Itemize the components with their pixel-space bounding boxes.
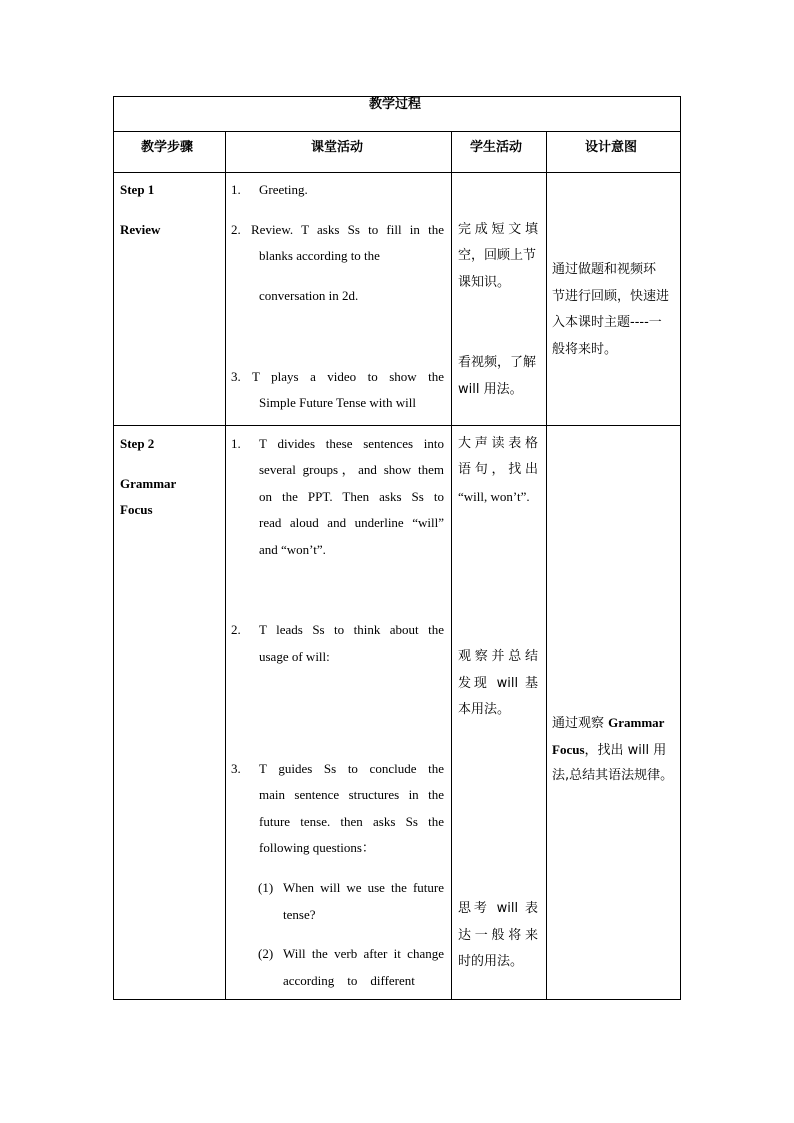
table-title: 教学过程 [369,97,422,112]
activity-text: T leads Ss to think about the [259,622,444,637]
question-text: tense? [283,907,316,922]
question-text: according to different [283,973,415,988]
design-intent-text: Focus，找出 will 用 [552,742,667,758]
activity-number: 1. [231,182,241,197]
header-class-activities: 课堂活动 [311,140,364,155]
step2-sublabel: Focus [120,502,153,517]
design-intent-text: 入本课时主题----一 [552,315,662,330]
row-divider [114,131,680,132]
activity-text: read aloud and underline “will” [259,515,444,530]
design-intent-text: 通过做题和视频环 [552,262,657,277]
activity-text: T plays a video to show the [252,369,444,384]
column-divider [225,131,226,1000]
activity-text: Greeting. [259,182,308,197]
activity-text: T guides Ss to conclude the [259,761,444,776]
activity-text: future tense. then asks Ss the [259,814,444,829]
activity-number: 3. [231,369,241,384]
student-activity-text: “will, won’t”. [458,489,530,504]
row-divider [114,425,680,426]
student-activity-text: 思考 will 表 [458,901,538,916]
activity-text: main sentence structures in the [259,787,444,802]
design-intent-text: 般将来时。 [552,342,618,357]
question-text: When will we use the future [283,880,444,895]
header-student-activities: 学生活动 [470,140,523,155]
activity-text: usage of will: [259,649,330,664]
design-intent-text: 节进行回顾，快速进 [552,289,670,304]
activity-text: following questions： [259,840,375,855]
activity-text: on the PPT. Then asks Ss to [259,489,444,504]
student-activity-text: 看视频，了解 [458,355,537,370]
student-activity-text: 完成短文填 [458,222,538,237]
header-design-intent: 设计意图 [585,140,638,155]
activity-text: Simple Future Tense with will [259,395,417,410]
question-number: (1) [258,880,274,895]
activity-text: conversation in 2d. [259,288,359,303]
student-activity-text: 本用法。 [458,702,511,717]
activity-number: 2. [231,222,241,237]
student-activity-text: 语句，找出 [458,462,538,477]
activity-text: blanks according to the [259,248,380,263]
activity-text: and “won’t”. [259,542,326,557]
step1-sublabel: Review [120,222,161,237]
activity-number: 3. [231,761,241,776]
student-activity-text: 时的用法。 [458,954,524,969]
activity-number: 2. [231,622,241,637]
student-activity-text: 发现 will 基 [458,676,538,691]
activity-text: several groups，and show them [259,462,444,477]
activity-text: T divides these sentences into [259,436,444,451]
question-text: Will the verb after it change [283,946,444,961]
student-activity-text: 课知识。 [458,275,511,290]
student-activity-text: 空，回顾上节 [458,248,537,263]
student-activity-text: 观察并总结 [458,649,538,664]
step1-label: Step 1 [120,182,155,197]
column-divider [546,131,547,1000]
design-intent-text: 法,总结其语法规律。 [552,768,674,783]
column-divider [451,131,452,1000]
header-teaching-steps: 教学步骤 [141,140,194,155]
activity-number: 1. [231,436,241,451]
student-activity-text: 达一般将来 [458,928,538,943]
student-activity-text: will 用法。 [458,382,523,397]
design-intent-text: 通过观察 Grammar [552,715,665,731]
activity-text: Review. T asks Ss to fill in the [251,222,444,237]
question-number: (2) [258,946,274,961]
step2-sublabel: Grammar [120,476,177,491]
row-divider [114,172,680,173]
student-activity-text: 大声读表格 [458,436,538,451]
step2-label: Step 2 [120,436,155,451]
